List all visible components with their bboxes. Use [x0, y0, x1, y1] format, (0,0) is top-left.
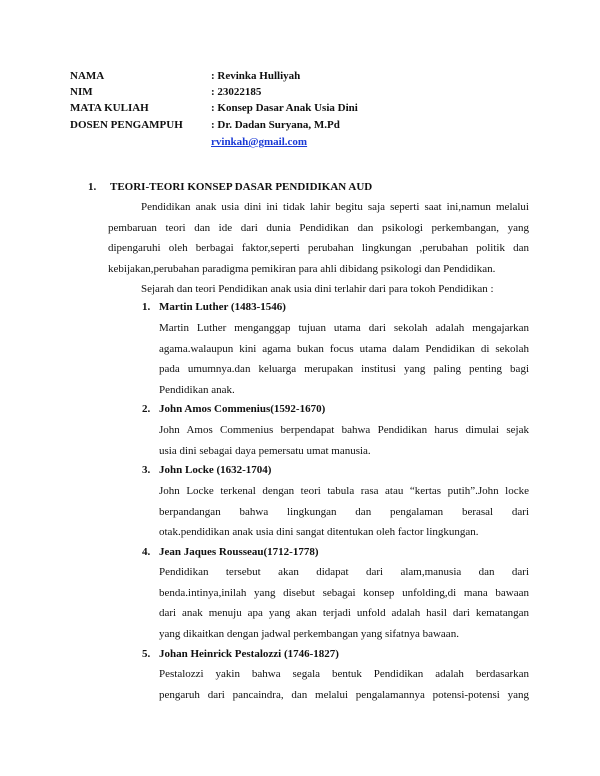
identity-label: NAMA [70, 70, 105, 82]
intro-line: Pendidikan anak usia dini ini tidak lahir begitu saja seperti saat ini,namun melalui [141, 201, 529, 213]
identity-label: NIM [70, 86, 93, 98]
list-item-number: 3. [142, 464, 151, 476]
list-item-body [159, 562, 529, 644]
list-item-title [142, 648, 339, 660]
list-item-heading: Martin Luther (1483-1546) [159, 301, 286, 313]
lead-sentence [141, 279, 494, 300]
identity-value: : 23022185 [211, 86, 262, 98]
list-item-body [159, 318, 529, 400]
list-item-heading: Johan Heinrick Pestalozzi (1746-1827) [159, 648, 339, 660]
body-line: berpandangan bahwa lingkungan dan pengalaman berasal dari [159, 505, 529, 518]
list-item-number: 2. [142, 403, 151, 415]
intro-line: pembaruan teori dan ide dari dunia Pendidikan dan psikologi perkembangan, yang [108, 221, 529, 234]
list-item-title [142, 301, 286, 313]
identity-value: : Dr. Dadan Suryana, M.Pd [211, 119, 340, 131]
intro-paragraph [108, 197, 529, 279]
identity-value: : Revinka Hulliyah [211, 70, 301, 82]
list-item-number: 4. [142, 546, 151, 558]
body-line: yang dikaitkan dengan jadwal perkembangan yang sifatnya bawaan. [159, 627, 459, 640]
body-line: benda.intinya,inilah yang disebut sebagai konsep unfolding,di mana bawaan [159, 586, 529, 599]
lead-line: Sejarah dan teori Pendidikan anak usia dini terlahir dari para tokoh Pendidikan : [141, 283, 494, 295]
section-number: 1. [88, 181, 97, 193]
body-line: Martin Luther menganggap tujuan utama dari sekolah adalah mengajarkan [159, 322, 529, 334]
list-item-heading: John Locke (1632-1704) [159, 464, 272, 476]
section-title: TEORI-TEORI KONSEP DASAR PENDIDIKAN AUD [110, 181, 373, 193]
section-heading [88, 181, 372, 193]
list-item-number: 1. [142, 301, 151, 313]
body-line: dari anak menuju apa yang akan terjadi unfold adalah hasil dari kematangan [159, 607, 529, 619]
identity-label: DOSEN PENGAMPUH [70, 119, 183, 131]
body-line: pengaruh dari pancaindra, dan melalui pengalamannya potensi-potensi yang [159, 688, 529, 701]
list-item-title [142, 403, 325, 415]
identity-label: MATA KULIAH [70, 102, 149, 114]
body-line: Pendidikan tersebut akan didapat dari alam,manusia dan dari [159, 566, 529, 578]
intro-line: dipengaruhi oleh berbagai faktor,seperti perubahan lingkungan ,perubahan politik dan [108, 242, 529, 254]
list-item-body [159, 420, 529, 461]
list-item-title [142, 464, 271, 476]
body-line: usia dini sebagai daya pemersatu umat manusia. [159, 444, 371, 457]
intro-line: kebijakan,perubahan paradigma pemikiran para ahli dibidang psikologi dan Pendidikan. [108, 262, 496, 275]
body-line: agama.walaupun kini agama bukan focus utama dalam Pendidikan di sekolah [159, 342, 529, 355]
list-item-number: 5. [142, 648, 151, 660]
body-line: John Amos Commenius berpendapat bahwa Pendidikan harus dimulai sejak [159, 424, 529, 436]
email-link[interactable]: rvinkah@gmail.com [211, 136, 308, 148]
list-item-heading: Jean Jaques Rousseau(1712-1778) [159, 546, 319, 558]
identity-value: : Konsep Dasar Anak Usia Dini [211, 102, 358, 114]
body-line: John Locke terkenal dengan teori tabula rasa atau “kertas putih”.John locke [159, 485, 529, 497]
body-line: Pendidikan anak. [159, 383, 235, 396]
body-line: Pestalozzi yakin bahwa segala bentuk Pendidikan adalah berdasarkan [159, 668, 529, 680]
list-item-heading: John Amos Commenius(1592-1670) [159, 403, 326, 415]
body-line: otak.pendidikan anak usia dini sangat ditentukan oleh factor lingkungan. [159, 526, 479, 538]
body-line: pada umumnya.dan keluarga merupakan institusi yang paling penting bagi [159, 363, 529, 375]
list-item-title [142, 546, 319, 558]
list-item-body [159, 481, 529, 543]
list-item-body [159, 664, 529, 705]
